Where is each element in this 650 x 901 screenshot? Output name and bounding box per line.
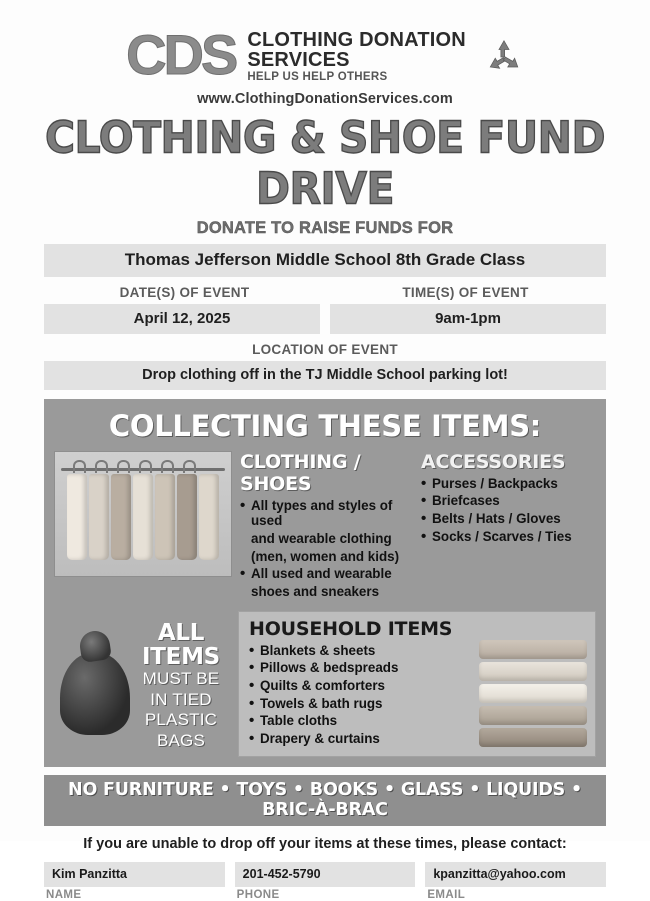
website-url[interactable]: www.ClothingDonationServices.com <box>197 90 453 107</box>
hanging-garment <box>177 474 197 560</box>
clothing-shoes-category <box>240 451 415 602</box>
all-items-line-1: MUST BE <box>142 668 220 688</box>
date-value: April 12, 2025 <box>44 304 320 334</box>
exclusions-banner: NO FURNITURE • TOYS • BOOKS • GLASS • LIQUIDS • BRIC-À-BRAC <box>44 775 606 826</box>
hanging-garment <box>199 474 219 560</box>
list-item: • Socks / Scarves / Ties <box>421 529 596 545</box>
location-label: LOCATION OF EVENT <box>252 341 398 357</box>
date-label: DATE(S) OF EVENT <box>119 284 250 300</box>
list-item: • Towels & bath rugs <box>249 696 473 712</box>
household-items-list <box>249 643 473 747</box>
list-item: • Table cloths <box>249 713 473 729</box>
clothes-on-hangers-photo <box>54 451 232 577</box>
hanging-garment <box>67 474 87 560</box>
list-item: • All types and styles of used <box>240 498 415 529</box>
hanging-garment <box>155 474 175 560</box>
list-item: • Belts / Hats / Gloves <box>421 511 596 527</box>
location-value: Drop clothing off in the TJ Middle School parking lot! <box>44 361 606 390</box>
hanger-hook <box>139 460 152 473</box>
clothing-shoes-title: CLOTHING / SHOES <box>240 450 361 495</box>
all-items-text <box>132 611 230 752</box>
tied-black-plastic-bag-photo <box>58 627 132 735</box>
all-items-row <box>54 611 230 752</box>
household-items-category <box>238 611 596 757</box>
contact-note: If you are unable to drop off your items at these times, please contact: <box>83 835 567 852</box>
towel <box>479 684 587 703</box>
list-item: • Pillows & bedspreads <box>249 660 473 676</box>
towel <box>479 728 587 747</box>
list-item: • Drapery & curtains <box>249 731 473 747</box>
all-items-line-2: IN TIED <box>150 689 212 709</box>
contact-phone-label: PHONE <box>236 888 280 901</box>
collecting-panel <box>44 399 606 767</box>
logo <box>126 22 524 86</box>
header <box>0 0 650 84</box>
household-items-title: HOUSEHOLD ITEMS <box>249 617 453 640</box>
contact-name-value: Kim Panzitta <box>44 862 225 887</box>
all-items-line-3: PLASTIC <box>144 710 218 730</box>
datetime-labels <box>44 285 606 300</box>
list-item: • Purses / Backpacks <box>421 476 596 492</box>
list-item: and wearable clothing <box>251 530 392 546</box>
collecting-bottom-row <box>54 611 596 757</box>
cds-logo-mark: CDS <box>126 22 236 86</box>
contact-labels <box>44 889 606 901</box>
list-item: (men, women and kids) <box>251 548 400 564</box>
bag-body <box>60 653 130 735</box>
towel <box>479 706 587 725</box>
collecting-heading: COLLECTING THESE ITEMS: <box>108 408 542 443</box>
datetime-values <box>44 304 606 334</box>
bag-tie <box>78 629 112 663</box>
contact-values <box>44 862 606 887</box>
contact-name-label: NAME <box>46 888 82 901</box>
towel <box>479 662 587 681</box>
hanger-hook <box>117 460 130 473</box>
accessories-title: ACCESSORIES <box>421 450 566 473</box>
accessories-category <box>421 451 596 602</box>
logo-tagline: HELP US HELP OTHERS <box>247 70 388 83</box>
logo-text <box>247 30 466 84</box>
hanging-garment <box>111 474 131 560</box>
recycle-icon <box>484 37 524 77</box>
hanger-hook <box>95 460 108 473</box>
logo-line-1: CLOTHING DONATION <box>247 29 466 51</box>
towel <box>479 640 587 659</box>
hanging-garment <box>133 474 153 560</box>
list-item: • Blankets & sheets <box>249 643 473 659</box>
household-text <box>249 618 473 749</box>
contact-phone-value: 201-452-5790 <box>235 862 416 887</box>
hanger-hook <box>73 460 86 473</box>
list-item: shoes and sneakers <box>251 583 380 599</box>
page-subtitle: DONATE TO RAISE FUNDS FOR <box>196 218 454 237</box>
hanger-hook <box>161 460 174 473</box>
time-value: 9am-1pm <box>330 304 606 334</box>
hanging-garment <box>89 474 109 560</box>
all-items-line-4: BAGS <box>156 731 206 751</box>
clothing-shoes-list <box>240 498 415 600</box>
contact-email-label: EMAIL <box>427 888 466 901</box>
all-items-heading: ALL ITEMS <box>142 619 220 670</box>
time-label: TIME(S) OF EVENT <box>402 284 529 300</box>
page-title: CLOTHING & SHOE FUND DRIVE <box>44 111 606 214</box>
list-item: • Briefcases <box>421 493 596 509</box>
list-item: • All used and wearable <box>240 566 415 582</box>
logo-line-2: SERVICES <box>247 49 350 72</box>
list-item: • Quilts & comforters <box>249 678 473 694</box>
hanger-hook <box>183 460 196 473</box>
collecting-top-row <box>54 451 596 602</box>
collecting-lists <box>240 451 596 602</box>
organization-band: Thomas Jefferson Middle School 8th Grade Class <box>44 244 606 277</box>
accessories-list <box>421 476 596 545</box>
all-items-block <box>54 611 230 757</box>
stacked-folded-towels-photo <box>479 640 587 749</box>
contact-email-value: kpanzitta@yahoo.com <box>425 862 606 887</box>
